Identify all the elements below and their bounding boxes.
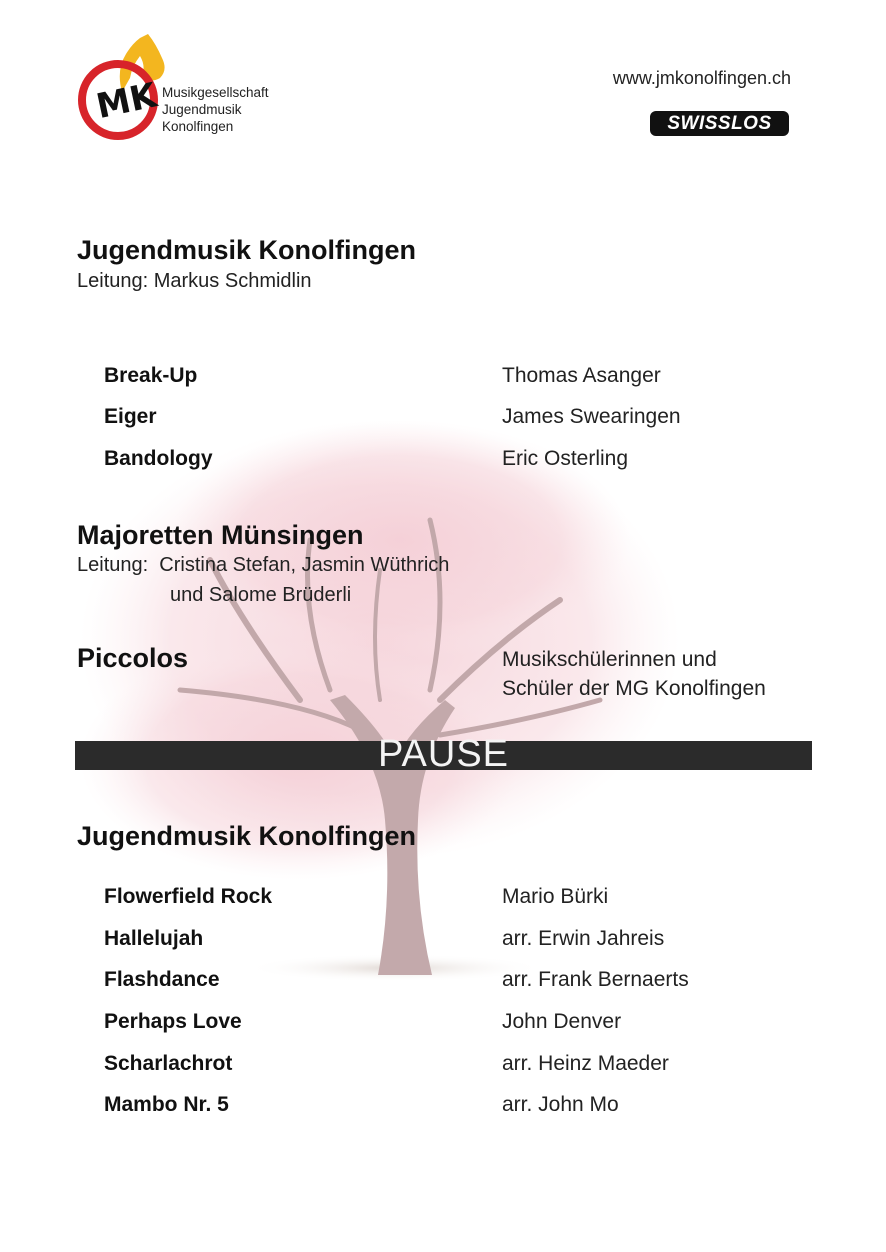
section-title-majoretten: Majoretten Münsingen: [77, 520, 364, 550]
logo-line: Konolfingen: [162, 119, 234, 134]
piccolos-description-continued: Schüler der MG Konolfingen: [502, 677, 766, 700]
piece-title: Flowerfield Rock: [104, 885, 273, 908]
piece-title: Mambo Nr. 5: [104, 1093, 229, 1116]
piece-composer: Thomas Asanger: [502, 364, 661, 387]
piece-composer: arr. John Mo: [502, 1093, 619, 1116]
leitung-text: Leitung: Cristina Stefan, Jasmin Wüthrich: [77, 554, 450, 576]
piece-title: Eiger: [104, 405, 157, 428]
section-title-piccolos: Piccolos: [77, 643, 189, 673]
section-title-jugendmusik-2: Jugendmusik Konolfingen: [77, 821, 417, 851]
piece-composer: arr. Heinz Maeder: [502, 1052, 669, 1075]
leitung-text-continued: und Salome Brüderli: [170, 584, 352, 606]
piece-composer: arr. Frank Bernaerts: [502, 968, 689, 991]
piece-composer: James Swearingen: [502, 405, 681, 428]
pause-label: PAUSE: [378, 733, 510, 775]
piece-title: Scharlachrot: [104, 1052, 233, 1075]
leitung-text: Leitung: Markus Schmidlin: [77, 270, 312, 292]
logo-line: Musikgesellschaft: [162, 85, 269, 100]
swisslos-logo: SWISSLOS: [650, 111, 789, 136]
piece-title: Hallelujah: [104, 927, 204, 950]
piece-title: Perhaps Love: [104, 1010, 242, 1033]
piece-composer: Eric Osterling: [502, 447, 629, 470]
piece-title: Bandology: [104, 447, 213, 470]
piece-composer: Mario Bürki: [502, 885, 609, 908]
logo-wordmark: [162, 84, 269, 135]
piccolos-description: Musikschülerinnen und: [502, 648, 717, 671]
logo-line: Jugendmusik: [162, 102, 242, 117]
mk-logo: [70, 30, 170, 148]
section-title-jugendmusik: Jugendmusik Konolfingen: [77, 235, 417, 265]
piece-composer: arr. Erwin Jahreis: [502, 927, 665, 950]
piece-title: Break-Up: [104, 364, 198, 387]
website-url: www.jmkonolfingen.ch: [612, 68, 791, 88]
piece-composer: John Denver: [502, 1010, 622, 1033]
piece-title: Flashdance: [104, 968, 220, 991]
logo-mk-letters: MK: [92, 75, 161, 128]
